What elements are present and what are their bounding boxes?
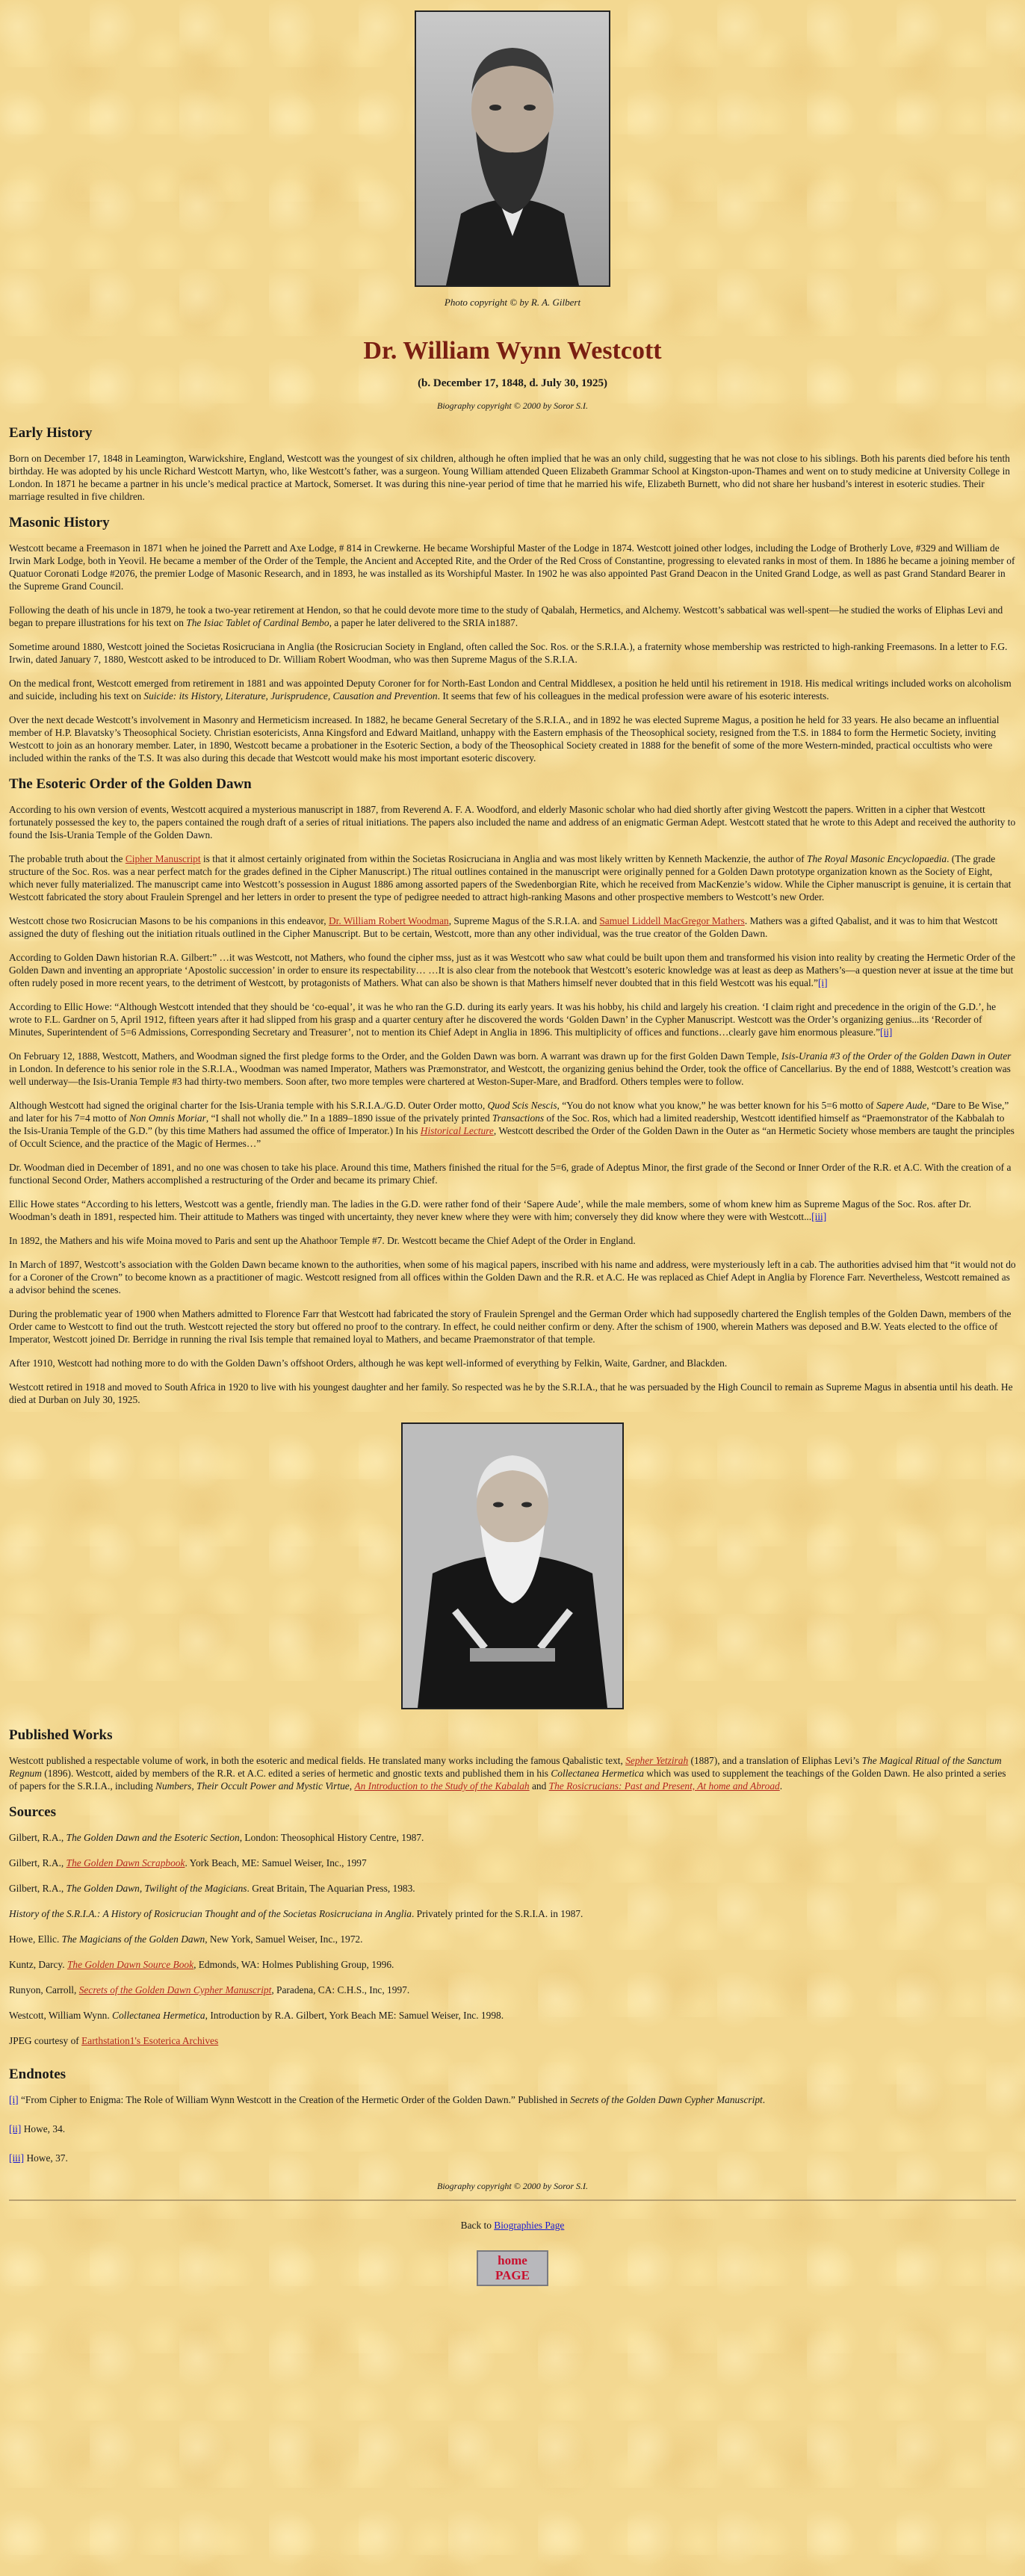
- source-item: Runyon, Carroll, Secrets of the Golden Dawn Cypher Manuscript, Paradena, CA: C.H.S., Inc, 1997.: [9, 1984, 410, 1996]
- paragraph: On the medical front, Westcott emerged from retirement in 1881 and was appointed Deputy Coroner for for North-East London and Central Middlesex, a position he held until his retirement in 1918. His medical writings included works on alcoholism and suicide, including his text on Suicide: its History, Literature, Jurisprudence, Causation and Prevention. It seems that few of his colleagues in the medical profession were aware of his esoteric interests.: [9, 678, 1012, 702]
- source-item: Howe, Ellic. The Magicians of the Golden Dawn, New York, Samuel Weiser, Inc., 1972.: [9, 1933, 363, 1945]
- paragraph: Over the next decade Westcott’s involvement in Masonry and Hermeticism increased. In 1882, he became General Secretary of the S.R.I.A., and in 1892 he was elected Supreme Magus, a position he held for 33 years. He also became an influential member of H.P. Blavatsky’s Theosophical Society. Christian esotericists, Anna Kingsford and Edward Maitland, unhappy with the Eastern emphasis of the Theosophical society, resigned from the T.S. in 1884 to form the Hermetic Society, inviting Westcott to join as an honorary member. Later, in 1890, Westcott became a probationer in the Esoteric Section, a body of the Theosophical Society created in 1888 for the benefit of some of the more Western-minded, practical occultists who were included within the ranks of the T.S. It was also during this decade that Westcott would make his most important esoteric discovery.: [9, 714, 1000, 764]
- link-woodman[interactable]: Dr. William Robert Woodman: [328, 915, 449, 926]
- heading-sources: Sources: [9, 1804, 56, 1820]
- life-dates: (b. December 17, 1848, d. July 30, 1925): [418, 377, 607, 389]
- endnote: [i] “From Cipher to Enigma: The Role of William Wynn Westcott in the Creation of the Hermetic Order of the Golden Dawn.” Published in Secrets of the Golden Dawn Cypher Manuscript.: [9, 2094, 766, 2105]
- endnote-ref-2[interactable]: [ii]: [9, 2123, 22, 2134]
- link-cypher-manuscript[interactable]: Secrets of the Golden Dawn Cypher Manuscript: [78, 1984, 272, 1996]
- source-item: Gilbert, R.A., The Golden Dawn, Twilight of the Magicians. Great Britain, The Aquarian Press, 1983.: [9, 1883, 415, 1894]
- paragraph: According to his own version of events, Westcott acquired a mysterious manuscript in 1887, from Reverend A. F. A. Woodford, and elderly Masonic scholar who had died shortly after giving Westcott the papers. Written in a cipher that Westcott fortunately possessed the key to, the papers contained the rough draft of a series of ritual initiations. The papers also included the name and address of an enigmatic German Adept. Westcott stated that he wrote to this Adept and received the authority to found the Isis-Urania Temple of the Golden Dawn.: [9, 804, 1016, 840]
- home-button-wrap: [9, 2243, 1016, 2290]
- source-item: JPEG courtesy of Earthstation1's Esoterica Archives: [9, 2035, 219, 2046]
- paragraph: Following the death of his uncle in 1879, he took a two-year retirement at Hendon, so that he could devote more time to the study of Qabalah, Hermetics, and Alchemy. Westcott’s sabbatical was well-spent—he studied the works of Eliphas Levi and began to prepare illustrations for his text on The Isiac Tablet of Cardinal Bembo, a paper he later delivered to the SRIA in1887.: [9, 604, 1003, 628]
- endnote: [iii] Howe, 37.: [9, 2152, 68, 2164]
- sources-section: [9, 1804, 1016, 2047]
- link-source-book[interactable]: The Golden Dawn Source Book: [66, 1959, 194, 1970]
- link-earthstation1[interactable]: Earthstation1's Esoterica Archives: [81, 2035, 219, 2046]
- home-button-label-2: PAGE: [495, 2268, 530, 2282]
- source-item: Gilbert, R.A., The Golden Dawn Scrapbook. York Beach, ME: Samuel Weiser, Inc., 1997: [9, 1857, 367, 1868]
- back-link-line: Back to Biographies Page: [460, 2220, 565, 2231]
- paragraph: After 1910, Westcott had nothing more to do with the Golden Dawn’s offshoot Orders, although he was kept well-informed of everything by Felkin, Waite, Gardner, and Blackden.: [9, 1357, 728, 1369]
- endnote: [ii] Howe, 34.: [9, 2123, 66, 2134]
- portrait-photo-young: [415, 10, 610, 287]
- footnote-link-2[interactable]: [ii]: [880, 1027, 893, 1038]
- paragraph: During the problematic year of 1900 when Mathers admitted to Florence Farr that Westcott had fabricated the story of Fraulein Sprengel and the German Order which had supposedly chartered the English temples of the Golden Dawn, members of the Order came to Westcott to find out the truth. Westcott rejected the story but offered no proof to the contrary. In effect, he could neither confirm or deny. After the schism of 1900, wherein Mathers was deposed and B.W. Yeats elected to the office of Imperator, Westcott joined Dr. Berridge in running the rival Isis temple that remained loyal to Mathers, and became Praemonstrator of that temple.: [9, 1308, 1012, 1345]
- paragraph: On February 12, 1888, Westcott, Mathers, and Woodman signed the first pledge forms to the Order, and the Golden Dawn was born. A warrant was drawn up for the first Golden Dawn Temple, Isis-Urania #3 of the Order of the Golden Dawn in Outer in London. In deference to his senior role in the S.R.I.A., Woodman was named Imperator, Mathers was Præmonstrator, and Westcott, the organizing genius behind the Order, took the office of Cancellarius. By the end of 1888, Westcott’s creation was well underway—the Isis-Urania Temple #3 had thirty-two members. Soon after, two more temples were chartered at Weston-Super-Mare, and Bradford. Others temples were to follow.: [9, 1050, 1012, 1087]
- heading-early-history: Early History: [9, 425, 93, 441]
- paragraph: Westcott chose two Rosicrucian Masons to be his companions in this endeavor, Dr. William Robert Woodman, Supreme Magus of the S.R.I.A. and Samuel Liddell MacGregor Mathers. Mathers was a gifted Qabalist, and it was to him that Westcott assigned the duty of fleshing out the initiation rituals outlined in the Cipher Manuscript. But to be certain, Westcott, more than any other individual, was the true creator of the Golden Dawn.: [9, 915, 998, 939]
- paragraph: Sometime around 1880, Westcott joined the Societas Rosicruciana in Anglia (the Rosicrucian Society in England, often called the Soc. Ros. or the S.R.I.A.), a fraternity whose membership was restricted to high-ranking Freemasons. In a letter to F.G. Irwin, dated January 7, 1880, Westcott asked to be introduced to Dr. William Robert Woodman, who was then Supreme Magus of the S.R.I.A.: [9, 641, 1008, 665]
- paragraph: Westcott published a respectable volume of work, in both the esoteric and medical fields. He translated many works including the famous Qabalistic text, Sepher Yetzirah (1887), and a translation of Eliphas Levi’s The Magical Ritual of the Sanctum Regnum (1896). Westcott, aided by members of the R.R. et A.C. edited a series of hermetic and gnostic texts and published them in his Collectanea Hermetica which was used to supplement the teachings of the Golden Dawn. He also printed a series of papers for the S.R.I.A., including Numbers, Their Occult Power and Mystic Virtue, An Introduction to the Study of the Kabalah and The Rosicrucians: Past and Present, At home and Abroad.: [9, 1755, 1006, 1792]
- photo-caption: Photo copyright © by R. A. Gilbert: [444, 297, 581, 308]
- divider: [9, 2199, 1016, 2201]
- footer-copyright: Biography copyright © 2000 by Soror S.I.: [437, 2181, 588, 2191]
- source-item: Gilbert, R.A., The Golden Dawn and the Esoteric Section, London: Theosophical History Centre, 1987.: [9, 1832, 424, 1843]
- link-sepher-yetzirah[interactable]: Sepher Yetzirah: [625, 1755, 689, 1766]
- heading-masonic-history: Masonic History: [9, 515, 110, 530]
- paragraph: Westcott became a Freemason in 1871 when he joined the Parrett and Axe Lodge, # 814 in Crewkerne. He became Worshipful Master of the Lodge in 1874. Westcott joined other lodges, including the Lodge of Brotherly Love, #329 and William de Irwin Mark Lodge, both in Yeovil. He became a member of the Order of the Temple, the Ancient and Accepted Rite, and the Order of the Red Cross of Constantine, progressing to elevated ranks in most of them. In 1886 he became a joining member of Quatuor Coronati Lodge #2076, the premier Lodge of Masonic Research, and in 1893, he was installed as its Worshipful Master. In 1902 he was also appointed Past Grand Deacon in the United Grand Lodge, as well as past Grand Standard Bearer in the Supreme Grand Council.: [9, 542, 1015, 592]
- home-page-button[interactable]: [477, 2250, 548, 2286]
- portrait-image-elder: [403, 1424, 622, 1708]
- paragraph: According to Golden Dawn historian R.A. Gilbert:” …it was Westcott, not Mathers, who found the cipher mss, just as it was Westcott who saw what could be built upon them and transformed his vision into reality by creating the Hermetic Order of the Golden Dawn and inventing an appropriate ‘Apostolic succession’ in order to ensure its respectability… …It is also clear from the notebook that Westcott’s esoteric knowledge was at least as deep as Mathers’s—a question never at issue at the time but often rudely posed in more recent years, to the detriment of Westcott, by protagonists of Mathers. What can also be shown is that Mathers himself never doubted that in this field Westcott was his equal.”[i]: [9, 952, 1015, 988]
- biography-copyright: Biography copyright © 2000 by Soror S.I.: [437, 400, 588, 411]
- heading-golden-dawn: The Esoteric Order of the Golden Dawn: [9, 776, 252, 792]
- paragraph: According to Ellic Howe: “Although Westcott intended that they should be ‘co-equal’, it was he who ran the G.D. during its early years. It was his hobby, his child and largely his creation. ‘I claim right and precedence in the origin of the G.D.’, he wrote to F.L. Gardner on 5, April 1912, fifteen years after it had slipped from his grasp and a quarter century after he discovered the words ‘Golden Dawn’ in the Cypher Manuscript. Westcott was the Order’s organizing genius...its ‘Recorder of Minutes, Superintendent of 5=6 Admissions, Corresponding Secretary and Treasurer’, not to mention its Chief Adept in Anglia in 1896. This multiplicity of offices and functions…clearly gave him enormous pleasure.”[ii]: [9, 1001, 997, 1038]
- endnote-ref-1[interactable]: [i]: [9, 2094, 19, 2105]
- link-biographies-page[interactable]: Biographies Page: [494, 2220, 565, 2231]
- paragraph: Ellic Howe states “According to his letters, Westcott was a gentle, friendly man. The ladies in the G.D. were rather fond of their ‘Sapere Aude’, while the male members, some of whom knew him as Supreme Magus of the Soc. Ros. after Dr. Woodman’s death in 1891, respected him. Their attitude to Mathers was tinged with uncertainty, they never knew where they were with him; conversely they did know where they were with Westcott...[iii]: [9, 1198, 972, 1222]
- paragraph: In March of 1897, Westcott’s association with the Golden Dawn became known to the authorities, when some of his magical papers, inscribed with his name and address, were mysteriously left in a cab. The authorities advised him that “it would not do for a Coroner of the Crown” to become known as a practitioner of magic. Westcott resigned from all offices within the Golden Dawn and the R.R. et A.C. He was replaced as Chief Adept in Anglia by Florence Farr. Nevertheless, Westcott remained as a advisor behind the scenes.: [9, 1259, 1016, 1295]
- heading-published-works: Published Works: [9, 1727, 113, 1743]
- paragraph: In 1892, the Mathers and his wife Moina moved to Paris and sent up the Ahathoor Temple #7. Dr. Westcott became the Chief Adept of the Order in England.: [9, 1235, 636, 1246]
- paragraph: Although Westcott had signed the original charter for the Isis-Urania temple with his S.R.I.A./G.D. Outer Order motto, Quod Scis Nescis, “You do not know what you know,” he was better known for his 5=6 motto of Sapere Aude, “Dare to Be Wise,” and later for his 7=4 motto of Non Omnis Moriar, “I shall not wholly die.” In a 1889–1890 issue of the privately printed Transactions of the Soc. Ros, which had a limited readership, Westcott identified himself as “Praemonstrator of the Kabbalah to the Isis-Urania Temple of the G.D.” (by this time Mathers had assumed the office of Imperator.) In his Historical Lecture, Westcott described the Order of the Golden Dawn in the Outer as “an Hermetic Society whose members are taught the principles of Occult Science, and the practice of the Magic of Hermes…”: [9, 1100, 1015, 1149]
- source-item: Kuntz, Darcy. The Golden Dawn Source Book, Edmonds, WA: Holmes Publishing Group, 1996.: [9, 1959, 394, 1970]
- footnote-link-1[interactable]: [i]: [817, 977, 828, 988]
- link-rosicrucians[interactable]: The Rosicrucians: Past and Present, At home and Abroad: [548, 1780, 780, 1792]
- paragraph: Dr. Woodman died in December of 1891, and no one was chosen to take his place. Around this time, Mathers finished the ritual for the 5=6, grade of Adeptus Minor, the first grade of the Second or Inner Order of the R.R. et A.C. With the creation of a functional Second Order, Mathers accomplished a restructuring of the Order and became its primary Chief.: [9, 1162, 1012, 1186]
- heading-endnotes: Endnotes: [9, 2066, 66, 2082]
- portrait-photo-elder: [401, 1422, 624, 1709]
- link-golden-dawn-scrapbook[interactable]: The Golden Dawn Scrapbook: [66, 1857, 185, 1868]
- page-title: Dr. William Wynn Westcott: [363, 337, 662, 365]
- paragraph: Westcott retired in 1918 and moved to South Africa in 1920 to live with his youngest daughter and her family. So respected was he by the S.R.I.A., that he was persuaded by the High Council to remain as Supreme Magus in absentia until his death. He died at Durban on July 30, 1925.: [9, 1381, 1013, 1405]
- paragraph: Born on December 17, 1848 in Leamington, Warwickshire, England, Westcott was the youngest of six children, although he often implied that he was an only child, suggesting that he was not close to his siblings. Both his parents died before his tenth birthday. He was adopted by his uncle Richard Westcott Martyn, who, like Westcott’s father, was a surgeon. Young William attended Queen Elizabeth Grammar School at Kingston-upon-Thames and went on to study medicine at University College in London. In 1871 he became a partner in his uncle’s medical practice at Martock, Somerset. It was during this nine-year period of time that he married his wife, Elizabeth Burnett, who did not share her husband’s interest in esoteric studies. Their marriage resulted in five children.: [9, 453, 1011, 502]
- endnote-ref-3[interactable]: [iii]: [9, 2152, 25, 2164]
- footnote-link-3[interactable]: [iii]: [811, 1211, 827, 1222]
- source-item: History of the S.R.I.A.: A History of Rosicrucian Thought and of the Societas Rosicruciana in Anglia. Privately printed for the S.R.I.A. in 1987.: [9, 1908, 583, 1919]
- link-cipher-manuscript[interactable]: Cipher Manuscript: [125, 853, 201, 864]
- link-kabalah-intro[interactable]: An Introduction to the Study of the Kabalah: [354, 1780, 530, 1792]
- portrait-image: [416, 12, 609, 285]
- link-mathers[interactable]: Samuel Liddell MacGregor Mathers: [599, 915, 745, 926]
- home-button-label-1: home: [498, 2253, 527, 2267]
- link-historical-lecture[interactable]: Historical Lecture: [420, 1125, 494, 1136]
- paragraph: The probable truth about the Cipher Manuscript is that it almost certainly originated from within the Societas Rosicruciana in Anglia and was most likely written by Kenneth Mackenzie, the author of The Royal Masonic Encyclopaedia. (The grade structure of the Soc. Ros. was a near perfect match for the grades defined in the Cipher Manuscript.) The ritual outlines contained in the manuscript were originally penned for a Golden Dawn prototype organization known as the Society of Eight, which never fully materialized. The manuscript came into Westcott’s possession in August 1886 among assorted papers of the Swedenborgian Rite, which he received from MacKenzie’s widow. While the Cipher manuscript is genuine, it is certain that Westcott fabricated the story about Fraulein Sprengel and her letters in order to present the type of pedigree needed to attract high-ranking Masons and other prospective members to Westcott’s new Order.: [9, 853, 1012, 902]
- source-item: Westcott, William Wynn. Collectanea Hermetica, Introduction by R.A. Gilbert, York Beach ME: Samuel Weiser, Inc. 1998.: [9, 2010, 504, 2021]
